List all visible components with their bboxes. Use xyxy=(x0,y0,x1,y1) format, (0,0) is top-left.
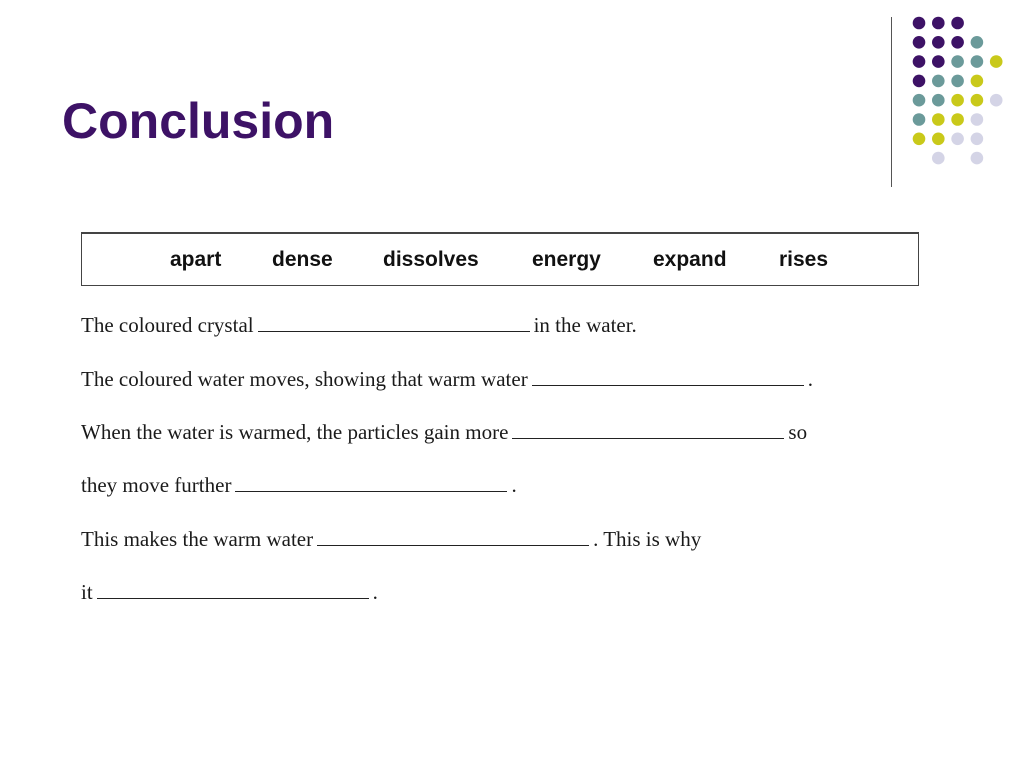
decorative-dot xyxy=(932,133,945,146)
decorative-dot xyxy=(971,133,984,146)
decorative-dot xyxy=(951,55,964,68)
decorative-dot xyxy=(913,36,926,49)
dot-grid xyxy=(913,17,1003,165)
sentence-text: so xyxy=(788,420,808,444)
decorative-dot xyxy=(951,113,964,126)
answer-blank[interactable] xyxy=(97,580,369,599)
decorative-dot xyxy=(951,94,964,107)
decorative-dot xyxy=(951,17,964,30)
decorative-dot xyxy=(913,17,926,30)
sentence-text: . This is why xyxy=(593,527,702,551)
sentence-line-4 xyxy=(81,472,517,498)
decorative-dot xyxy=(913,133,926,146)
decorative-dot xyxy=(932,36,945,49)
decorative-dot xyxy=(913,55,926,68)
sentence-text: in the water. xyxy=(533,313,637,337)
sentence-text: The coloured water moves, showing that warm water xyxy=(81,367,528,391)
sentence-text: . xyxy=(372,580,378,604)
decorative-dot xyxy=(971,94,984,107)
decorative-dot xyxy=(990,55,1003,68)
word-bank-word: energy xyxy=(532,248,601,271)
word-bank-word: expand xyxy=(653,248,727,271)
sentence-text: When the water is warmed, the particles gain more xyxy=(81,420,509,444)
sentence-text: . xyxy=(807,367,813,391)
sentence-text: . xyxy=(511,473,517,497)
slide-title: Conclusion xyxy=(62,93,335,149)
sentence-text: This makes the warm water xyxy=(81,527,314,551)
word-bank-word: rises xyxy=(779,248,829,271)
word-bank-word: apart xyxy=(170,248,222,271)
sentence-line-5 xyxy=(81,526,701,552)
decorative-dot xyxy=(971,75,984,88)
decorative-dot xyxy=(951,75,964,88)
sentence-line-2 xyxy=(81,366,813,392)
decorative-dot xyxy=(932,17,945,30)
decorative-dot xyxy=(932,75,945,88)
decorative-dot xyxy=(971,113,984,126)
decorative-dot xyxy=(913,94,926,107)
sentence-text: they move further xyxy=(81,473,232,497)
decorative-dot xyxy=(951,36,964,49)
word-bank-word: dissolves xyxy=(383,248,479,271)
decorative-dot xyxy=(932,94,945,107)
decorative-dot xyxy=(932,152,945,165)
decorative-dot xyxy=(932,55,945,68)
decorative-dot xyxy=(951,133,964,146)
decorative-dot xyxy=(971,36,984,49)
answer-blank[interactable] xyxy=(317,527,589,546)
decorative-dot xyxy=(932,113,945,126)
word-bank-box xyxy=(81,232,919,286)
decorative-dot xyxy=(913,75,926,88)
decorative-dot xyxy=(971,152,984,165)
answer-blank[interactable] xyxy=(512,420,784,439)
sentence-line-6 xyxy=(81,579,378,605)
decorative-dot xyxy=(913,113,926,126)
answer-blank[interactable] xyxy=(235,473,507,492)
answer-blank[interactable] xyxy=(258,313,530,332)
sentence-line-1 xyxy=(81,312,637,338)
word-bank-word: dense xyxy=(272,248,333,271)
answer-blank[interactable] xyxy=(532,367,804,386)
decorative-dot xyxy=(971,55,984,68)
sentence-text: it xyxy=(81,580,93,604)
decorative-dot xyxy=(990,94,1003,107)
sentence-line-3 xyxy=(81,419,807,445)
sentence-text: The coloured crystal xyxy=(81,313,254,337)
vertical-divider xyxy=(891,17,892,187)
